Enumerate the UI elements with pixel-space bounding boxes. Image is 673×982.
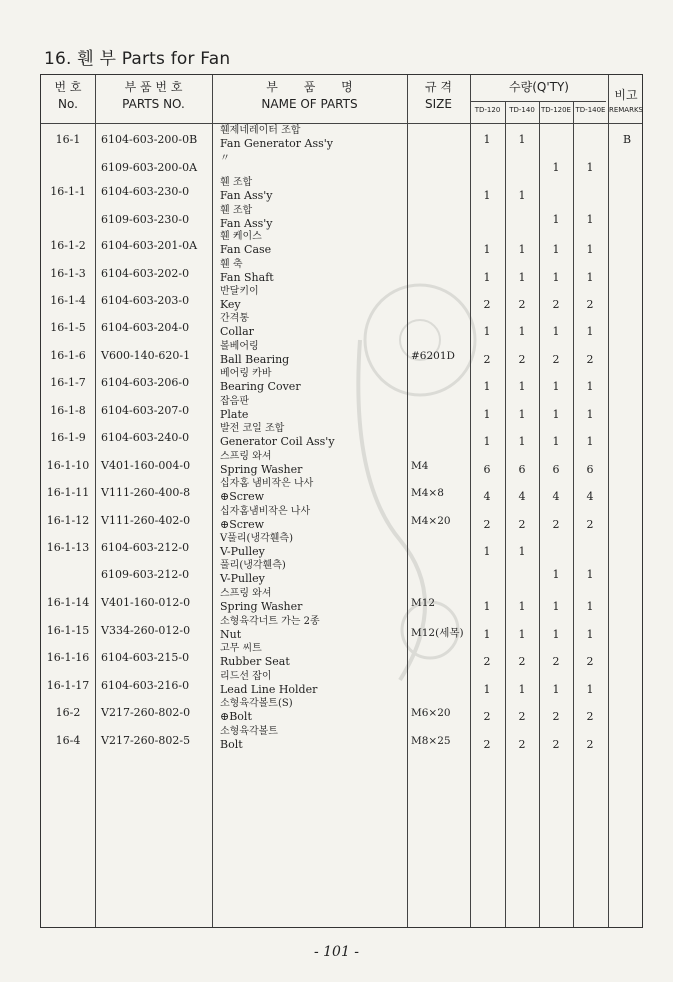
row-part-number: V217-260-802-0 <box>101 706 191 719</box>
row-qty: 2 <box>518 738 526 751</box>
row-qty: 1 <box>483 133 491 146</box>
row-qty: 2 <box>552 298 560 311</box>
row-name-ko: 소형육각너트 가는 2종 <box>220 616 320 627</box>
row-qty: 1 <box>586 600 594 613</box>
row-qty: 1 <box>518 683 526 696</box>
row-name-ko: 베어링 카바 <box>220 368 272 379</box>
row-qty: 1 <box>552 600 560 613</box>
row-qty: 4 <box>483 490 491 503</box>
row-name-ko: 십자홈 냄비작은 나사 <box>220 478 314 489</box>
row-qty: 6 <box>586 463 594 476</box>
row-name-en: V-Pulley <box>220 572 265 585</box>
header-name-ko: 부 품 명 <box>266 80 353 94</box>
row-name-ko: 휀 조합 <box>220 205 253 216</box>
header-remarks-en: REMARKS <box>608 106 643 114</box>
parts-table <box>40 74 643 928</box>
row-qty: 1 <box>552 213 560 226</box>
row-part-number: 6104-603-230-0 <box>101 185 190 198</box>
header-qty-td120e: TD-120E <box>541 106 571 114</box>
row-qty: 2 <box>586 738 594 751</box>
row-name-en: Bearing Cover <box>220 380 301 393</box>
row-qty: 2 <box>586 353 594 366</box>
row-size: M4×20 <box>411 515 451 527</box>
row-part-number: V111-260-400-8 <box>101 486 191 499</box>
row-name-ko: 리드선 잡이 <box>220 671 272 682</box>
row-size: M6×20 <box>411 707 451 719</box>
row-part-number: 6104-603-212-0 <box>101 541 190 554</box>
row-qty: 1 <box>483 189 491 202</box>
row-part-number: 6104-603-240-0 <box>101 431 190 444</box>
row-qty: 2 <box>483 710 491 723</box>
header-qty-td120: TD-120 <box>474 106 501 114</box>
row-qty: 1 <box>483 435 491 448</box>
row-qty: 1 <box>552 325 560 338</box>
row-name-ko: 휀 축 <box>220 259 243 270</box>
row-qty: 2 <box>552 710 560 723</box>
row-number: 16-1-6 <box>50 349 86 362</box>
row-qty: 1 <box>552 408 560 421</box>
row-qty: 1 <box>518 435 526 448</box>
row-number: 16-1 <box>55 133 81 146</box>
header-size-en: SIZE <box>425 97 452 111</box>
row-qty: 1 <box>586 435 594 448</box>
row-name-en: Fan Case <box>220 243 272 256</box>
row-qty: 2 <box>586 655 594 668</box>
row-qty: 1 <box>552 380 560 393</box>
row-name-en: ⊕Screw <box>220 518 265 531</box>
row-name-ko: 십자홈냄비작은 나사 <box>220 506 311 517</box>
row-qty: 1 <box>552 271 560 284</box>
row-part-number: V401-160-004-0 <box>101 459 191 472</box>
header-qty: 수량(Q'TY) <box>509 80 569 94</box>
row-qty: 2 <box>586 710 594 723</box>
row-part-number: 6104-603-203-0 <box>101 294 190 307</box>
row-size: #6201D <box>411 350 455 362</box>
header-parts-no-ko: 부 품 번 호 <box>124 80 183 94</box>
row-qty: 1 <box>483 600 491 613</box>
header-name-en: NAME OF PARTS <box>261 97 358 111</box>
row-part-number: 6104-603-207-0 <box>101 404 190 417</box>
row-qty: 1 <box>483 243 491 256</box>
row-part-number: 6109-603-230-0 <box>101 213 190 226</box>
row-qty: 1 <box>518 408 526 421</box>
row-part-number: 6104-603-200-0B <box>101 133 198 146</box>
row-name-ko: 스프링 와셔 <box>220 451 272 462</box>
row-number: 16-1-7 <box>50 376 86 389</box>
row-name-ko: 풀리(냉각휀측) <box>220 560 286 571</box>
header-qty-td140e: TD-140E <box>575 106 606 114</box>
row-number: 16-1-3 <box>50 267 86 280</box>
row-number: 16-2 <box>55 706 81 719</box>
row-name-ko: 소형육각볼트(S) <box>220 698 293 709</box>
row-qty: 1 <box>518 243 526 256</box>
row-qty: 1 <box>586 683 594 696</box>
row-number: 16-1-2 <box>50 239 86 252</box>
row-qty: 2 <box>518 518 526 531</box>
row-qty: 1 <box>586 271 594 284</box>
row-qty: 1 <box>552 568 560 581</box>
row-name-en: Fan Ass'y <box>220 189 273 202</box>
row-qty: 1 <box>552 435 560 448</box>
row-qty: 6 <box>483 463 491 476</box>
row-name-en: Plate <box>220 408 249 421</box>
row-name-ko: 소형육각볼트 <box>220 726 278 737</box>
row-number: 16-1-17 <box>46 679 90 692</box>
row-qty: 1 <box>586 568 594 581</box>
row-name-ko: 고무 씨트 <box>220 643 262 654</box>
row-name-en: Collar <box>220 325 254 338</box>
row-name-ko: 볼베어링 <box>220 341 259 352</box>
row-qty: 6 <box>552 463 560 476</box>
row-number: 16-1-13 <box>46 541 90 554</box>
row-qty: 2 <box>586 298 594 311</box>
row-part-number: 6104-603-206-0 <box>101 376 190 389</box>
row-qty: 1 <box>483 380 491 393</box>
row-qty: 2 <box>518 298 526 311</box>
row-name-en: Nut <box>220 628 242 641</box>
row-name-en: Spring Washer <box>220 600 303 613</box>
row-qty: 1 <box>586 243 594 256</box>
header-remarks-ko: 비고 <box>614 88 638 102</box>
row-name-en: Fan Shaft <box>220 271 274 284</box>
header-no-en: No. <box>58 97 78 111</box>
row-size: M4×8 <box>411 487 444 499</box>
row-qty: 2 <box>552 353 560 366</box>
row-remark: B <box>622 133 632 146</box>
row-part-number: V401-160-012-0 <box>101 596 191 609</box>
header-no-ko: 번 호 <box>54 80 82 94</box>
row-size: M12 <box>411 597 436 609</box>
row-number: 16-1-15 <box>46 624 90 637</box>
row-qty: 1 <box>552 243 560 256</box>
row-number: 16-4 <box>55 734 81 747</box>
row-name-en: V-Pulley <box>220 545 265 558</box>
row-qty: 1 <box>586 325 594 338</box>
row-qty: 1 <box>552 161 560 174</box>
row-qty: 4 <box>552 490 560 503</box>
row-qty: 1 <box>483 271 491 284</box>
row-part-number: 6104-603-215-0 <box>101 651 190 664</box>
row-number: 16-1-16 <box>46 651 90 664</box>
row-qty: 1 <box>518 325 526 338</box>
row-part-number: 6104-603-201-0A <box>101 239 198 252</box>
row-name-en: Lead Line Holder <box>220 683 318 696</box>
row-number: 16-1-5 <box>50 321 86 334</box>
row-name-en: ⊕Screw <box>220 490 265 503</box>
row-part-number: 6104-603-204-0 <box>101 321 190 334</box>
header-size-ko: 규 격 <box>425 80 452 94</box>
row-number: 16-1-8 <box>50 404 86 417</box>
row-part-number: 6109-603-200-0A <box>101 161 198 174</box>
row-qty: 1 <box>518 628 526 641</box>
row-qty: 1 <box>518 133 526 146</box>
row-qty: 1 <box>518 545 526 558</box>
row-qty: 1 <box>518 271 526 284</box>
row-number: 16-1-12 <box>46 514 90 527</box>
row-qty: 2 <box>518 353 526 366</box>
row-qty: 2 <box>552 518 560 531</box>
row-qty: 1 <box>483 408 491 421</box>
row-part-number: 6109-603-212-0 <box>101 568 190 581</box>
row-qty: 2 <box>552 738 560 751</box>
row-name-en: Spring Washer <box>220 463 303 476</box>
row-name-en: Ball Bearing <box>220 353 290 366</box>
row-name-ko: 간격통 <box>220 313 249 324</box>
row-name-en: ⊕Bolt <box>220 710 252 723</box>
row-name-ko: 휀 케이스 <box>220 231 262 242</box>
row-qty: 2 <box>483 655 491 668</box>
row-qty: 2 <box>518 655 526 668</box>
row-name-ko: 발전 코일 조합 <box>220 423 285 434</box>
row-name-en: Key <box>220 298 241 311</box>
row-qty: 1 <box>483 628 491 641</box>
row-name-ko: 〃 <box>220 153 230 164</box>
row-qty: 2 <box>483 518 491 531</box>
row-name-ko: 휀 조합 <box>220 177 253 188</box>
header-qty-td140: TD-140 <box>509 106 535 114</box>
row-name-en: Generator Coil Ass'y <box>220 435 335 448</box>
row-name-ko: 잡음판 <box>220 396 249 407</box>
row-size: M4 <box>411 460 429 472</box>
row-qty: 1 <box>586 628 594 641</box>
row-size: M8×25 <box>411 735 451 747</box>
row-name-ko: 스프링 와셔 <box>220 588 272 599</box>
row-number: 16-1-11 <box>46 486 90 499</box>
row-qty: 1 <box>483 683 491 696</box>
row-number: 16-1-9 <box>50 431 86 444</box>
page-title: 16. 휀 부 Parts for Fan <box>44 49 231 69</box>
row-qty: 1 <box>518 189 526 202</box>
row-name-en: Bolt <box>220 738 243 751</box>
row-name-en: Fan Generator Ass'y <box>220 137 334 150</box>
row-qty: 2 <box>586 518 594 531</box>
row-qty: 1 <box>586 380 594 393</box>
row-qty: 1 <box>483 545 491 558</box>
row-qty: 2 <box>483 738 491 751</box>
row-part-number: V217-260-802-5 <box>101 734 191 747</box>
row-part-number: 6104-603-202-0 <box>101 267 190 280</box>
row-qty: 1 <box>552 683 560 696</box>
row-part-number: V600-140-620-1 <box>101 349 191 362</box>
row-qty: 2 <box>483 298 491 311</box>
row-number: 16-1-14 <box>46 596 90 609</box>
row-name-ko: V풀리(냉각휀측) <box>220 533 293 544</box>
row-number: 16-1-10 <box>46 459 90 472</box>
row-qty: 1 <box>586 408 594 421</box>
row-qty: 2 <box>483 353 491 366</box>
row-qty: 1 <box>518 380 526 393</box>
row-name-ko: 반달키이 <box>220 286 259 297</box>
row-number: 16-1-1 <box>50 185 86 198</box>
row-qty: 1 <box>586 213 594 226</box>
row-part-number: V334-260-012-0 <box>101 624 191 637</box>
row-qty: 2 <box>552 655 560 668</box>
row-qty: 1 <box>518 600 526 613</box>
row-qty: 4 <box>518 490 526 503</box>
row-qty: 6 <box>518 463 526 476</box>
row-qty: 1 <box>483 325 491 338</box>
row-number: 16-1-4 <box>50 294 86 307</box>
header-parts-no-en: PARTS NO. <box>122 97 185 111</box>
row-name-ko: 휀제네레이터 조합 <box>220 125 301 136</box>
row-part-number: 6104-603-216-0 <box>101 679 190 692</box>
row-qty: 2 <box>518 710 526 723</box>
row-size: M12(세목) <box>411 627 464 639</box>
row-name-en: Fan Ass'y <box>220 217 273 230</box>
row-qty: 1 <box>552 628 560 641</box>
row-part-number: V111-260-402-0 <box>101 514 191 527</box>
page-number: - 101 - <box>313 944 360 960</box>
row-qty: 4 <box>586 490 594 503</box>
row-qty: 1 <box>586 161 594 174</box>
row-name-en: Rubber Seat <box>220 655 290 668</box>
